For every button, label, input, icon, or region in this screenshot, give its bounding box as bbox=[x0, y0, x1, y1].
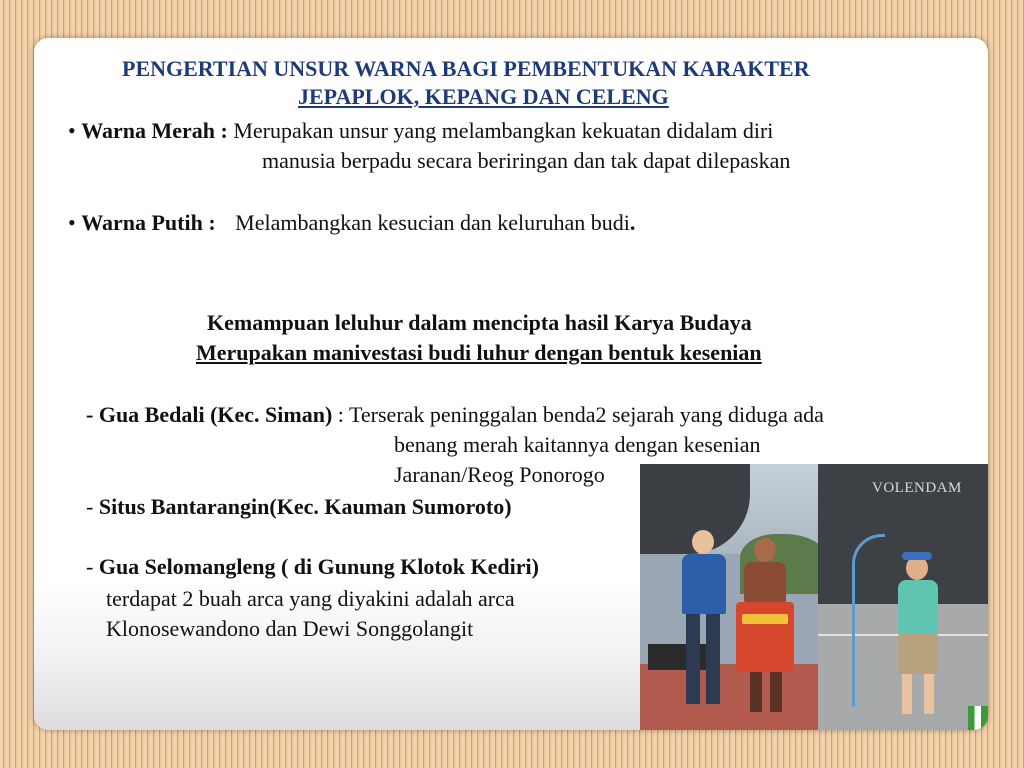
bullet-warna-putih bbox=[68, 210, 635, 236]
flag-corner bbox=[968, 706, 988, 730]
performer-leg bbox=[750, 672, 762, 712]
man-leg bbox=[924, 674, 934, 714]
site-desc-line3: Jaranan/Reog Ponorogo bbox=[394, 462, 605, 487]
bullet-warna-merah bbox=[68, 118, 773, 144]
man-with-whip-photo bbox=[818, 464, 988, 730]
subheading-line2: Merupakan manivestasi budi luhur dengan bentuk kesenian bbox=[196, 340, 762, 365]
bullet-text-continued: manusia berpadu secara beriringan dan tak dapat dilepaskan bbox=[262, 148, 791, 173]
site-prefix: - bbox=[86, 494, 99, 519]
site-prefix: - bbox=[86, 554, 99, 579]
man-leg bbox=[902, 674, 912, 714]
site-desc-line2: Klonosewandono dan Dewi Songgolangit bbox=[106, 616, 474, 641]
site-name: Gua Selomangleng ( di Gunung Klotok Kediri) bbox=[98, 554, 539, 579]
performer-costume bbox=[736, 602, 794, 672]
ship-name: VOLENDAM bbox=[872, 480, 962, 496]
performer-torso bbox=[744, 562, 786, 602]
person-leg bbox=[686, 614, 700, 704]
site-name: Situs Bantarangin(Kec. Kauman Sumoroto) bbox=[98, 494, 512, 519]
site-prefix: - bbox=[86, 402, 99, 427]
slide-title-line1: PENGERTIAN UNSUR WARNA BAGI PEMBENTUKAN KARAKTER bbox=[122, 56, 810, 81]
site-desc: Terserak peninggalan benda2 sejarah yang diduga ada bbox=[349, 402, 824, 427]
bullet-text: Melambangkan kesucian dan keluruhan budi bbox=[235, 210, 630, 235]
site-bantarangin bbox=[86, 494, 512, 520]
man-cap bbox=[902, 552, 932, 560]
person-leg bbox=[706, 614, 720, 704]
bullet-marker: • bbox=[68, 210, 76, 235]
site-name: Gua Bedali (Kec. Siman) bbox=[98, 402, 333, 427]
bullet-marker: • bbox=[68, 118, 76, 143]
bullet-text: Merupakan unsur yang melambangkan kekuatan didalam diri bbox=[233, 118, 774, 143]
subheading-line1: Kemampuan leluhur dalam mencipta hasil Karya Budaya bbox=[207, 310, 752, 335]
performer-leg bbox=[770, 672, 782, 712]
man-shorts bbox=[898, 634, 938, 674]
bullet-text-end: . bbox=[629, 210, 636, 235]
site-gua-selomangleng bbox=[86, 554, 539, 580]
person-torso bbox=[682, 554, 726, 614]
bullet-label: Warna Merah : bbox=[81, 118, 228, 143]
site-desc-line2: benang merah kaitannya dengan kesenian bbox=[394, 432, 761, 457]
man-shirt bbox=[898, 580, 938, 634]
performer-head bbox=[754, 538, 776, 562]
performer-sash bbox=[742, 614, 788, 624]
reog-performers-photo bbox=[640, 464, 818, 730]
site-gua-bedali bbox=[86, 402, 824, 428]
site-separator: : bbox=[332, 402, 349, 427]
site-desc-line1: terdapat 2 buah arca yang diyakini adalah arca bbox=[106, 586, 515, 611]
whip bbox=[852, 534, 885, 707]
slide bbox=[34, 38, 988, 730]
bullet-label: Warna Putih : bbox=[81, 210, 216, 235]
person-head bbox=[692, 530, 714, 554]
slide-title-line2: JEPAPLOK, KEPANG DAN CELENG bbox=[298, 84, 669, 109]
ground bbox=[640, 664, 818, 730]
